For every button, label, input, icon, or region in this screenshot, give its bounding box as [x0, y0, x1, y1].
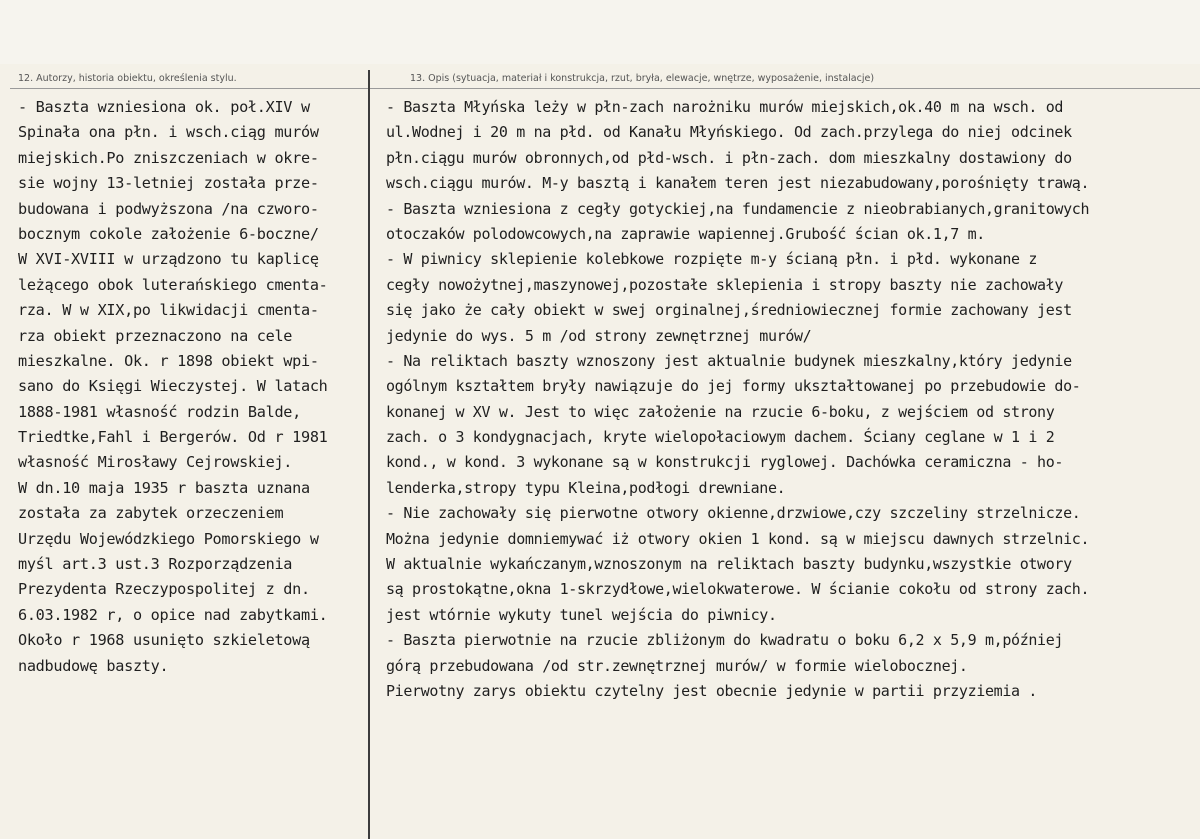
left-section-line: mieszkalne. Ok. r 1898 obiekt wpi- — [18, 351, 319, 370]
column-divider — [368, 70, 370, 839]
left-section-line: sano do Księgi Wieczystej. W latach — [18, 377, 328, 396]
left-section-line: Spinała ona płn. i wsch.ciąg murów — [18, 123, 319, 142]
left-section-line: rza obiekt przeznaczono na cele — [18, 326, 293, 345]
left-section-line: nadbudowę baszty. — [18, 656, 169, 675]
right-section-line: wsch.ciągu murów. M-y basztą i kanałem teren jest niezabudowany,porośnięty trawą. — [386, 174, 1090, 193]
right-section-line: otoczaków polodowcowych,na zaprawie wapiennej.Grubość ścian ok.1,7 m. — [386, 224, 985, 243]
left-section-text — [18, 95, 368, 679]
right-section-line: są prostokątne,okna 1-skrzydłowe,wielokwaterowe. W ścianie cokołu od strony zach. — [386, 580, 1090, 599]
left-section-line: Około r 1968 usunięto szkieletową — [18, 631, 310, 650]
left-section-line: Urzędu Wojewódzkiego Pomorskiego w — [18, 529, 319, 548]
right-section-line: - Nie zachowały się pierwotne otwory okienne,drzwiowe,czy szczeliny strzelnicze. — [386, 504, 1081, 523]
right-section-line: kond., w kond. 3 wykonane są w konstrukcji ryglowej. Dachówka ceramiczna - ho- — [386, 453, 1064, 472]
right-header-rule — [370, 88, 1200, 89]
right-section-line: konanej w XV w. Jest to więc założenie na rzucie 6-boku, z wejściem od strony — [386, 402, 1055, 421]
top-margin — [0, 0, 1200, 64]
right-section-line: W aktualnie wykańczanym,wznoszonym na reliktach baszty budynku,wszystkie otwory — [386, 555, 1072, 574]
right-section-line: zach. o 3 kondygnacjach, kryte wielopołaciowym dachem. Ściany ceglane w 1 i 2 — [386, 428, 1055, 447]
left-section-line: miejskich.Po zniszczeniach w okre- — [18, 148, 319, 167]
left-section-line: myśl art.3 ust.3 Rozporządzenia — [18, 555, 293, 574]
right-section-line: górą przebudowana /od str.zewnętrznej murów/ w formie wielobocznej. — [386, 656, 968, 675]
left-header-rule — [10, 88, 368, 89]
left-section-line: Triedtke,Fahl i Bergerów. Od r 1981 — [18, 428, 328, 447]
left-section-header: 12. Autorzy, historia obiektu, określenia stylu. — [18, 73, 237, 84]
right-section-line: jest wtórnie wykuty tunel wejścia do piwnicy. — [386, 605, 777, 624]
right-section-line: lenderka,stropy typu Kleina,podłogi drewniane. — [386, 478, 786, 497]
right-section-line: - Baszta pierwotnie na rzucie zbliżonym do kwadratu o boku 6,2 x 5,9 m,później — [386, 631, 1064, 650]
right-section-header: 13. Opis (sytuacja, materiał i konstrukcja, rzut, bryła, elewacje, wnętrze, wyposażenie, instalacje) — [410, 73, 875, 84]
right-section-text — [386, 95, 1191, 704]
right-section-line: cegły nowożytnej,maszynowej,pozostałe sklepienia i stropy baszty nie zachowały — [386, 275, 1064, 294]
right-section-line: Można jedynie domniemywać iż otwory okien 1 kond. są w miejscu dawnych strzelnic. — [386, 529, 1090, 548]
left-section-line: W dn.10 maja 1935 r baszta uznana — [18, 478, 310, 497]
right-section-line: się jako że cały obiekt w swej orginalnej,średniowiecznej formie zachowany jest — [386, 301, 1072, 320]
left-section-line: Prezydenta Rzeczypospolitej z dn. — [18, 580, 310, 599]
left-section-line: bocznym cokole założenie 6-boczne/ — [18, 224, 319, 243]
right-section-line: - Na reliktach baszty wznoszony jest aktualnie budynek mieszkalny,który jedynie — [386, 351, 1072, 370]
right-section-line: - Baszta Młyńska leży w płn-zach narożniku murów miejskich,ok.40 m na wsch. od — [386, 98, 1064, 116]
left-section-line: 1888-1981 własność rodzin Balde, — [18, 402, 301, 421]
left-section-line: budowana i podwyższona /na czworo- — [18, 199, 319, 218]
right-section-line: ogólnym kształtem bryły nawiązuje do jej formy ukształtowanej po przebudowie do- — [386, 377, 1081, 396]
left-section-line: została za zabytek orzeczeniem — [18, 504, 284, 523]
right-section-line: płn.ciągu murów obronnych,od płd-wsch. i płn-zach. dom mieszkalny dostawiony do — [386, 148, 1072, 167]
right-section-line: jedynie do wys. 5 m /od strony zewnętrznej murów/ — [386, 326, 812, 345]
left-section-line: własność Mirosławy Cejrowskiej. — [18, 453, 293, 472]
left-section-line: - Baszta wzniesiona ok. poł.XIV w — [18, 98, 310, 116]
left-section-line: rza. W w XIX,po likwidacji cmenta- — [18, 301, 319, 320]
right-section-line: ul.Wodnej i 20 m na płd. od Kanału Młyńskiego. Od zach.przylega do niej odcinek — [386, 123, 1072, 142]
left-section-line: 6.03.1982 r, o opice nad zabytkami. — [18, 605, 328, 624]
left-section-line: W XVI-XVIII w urządzono tu kaplicę — [18, 250, 319, 269]
right-section-line: - W piwnicy sklepienie kolebkowe rozpięte m-y ścianą płn. i płd. wykonane z — [386, 250, 1038, 269]
left-section-line: sie wojny 13-letniej została prze- — [18, 174, 319, 193]
right-section-line: - Baszta wzniesiona z cegły gotyckiej,na fundamencie z nieobrabianych,granitowych — [386, 199, 1090, 218]
right-section-line: Pierwotny zarys obiektu czytelny jest obecnie jedynie w partii przyziemia . — [386, 681, 1038, 700]
left-section-line: leżącego obok luterańskiego cmenta- — [18, 275, 328, 294]
